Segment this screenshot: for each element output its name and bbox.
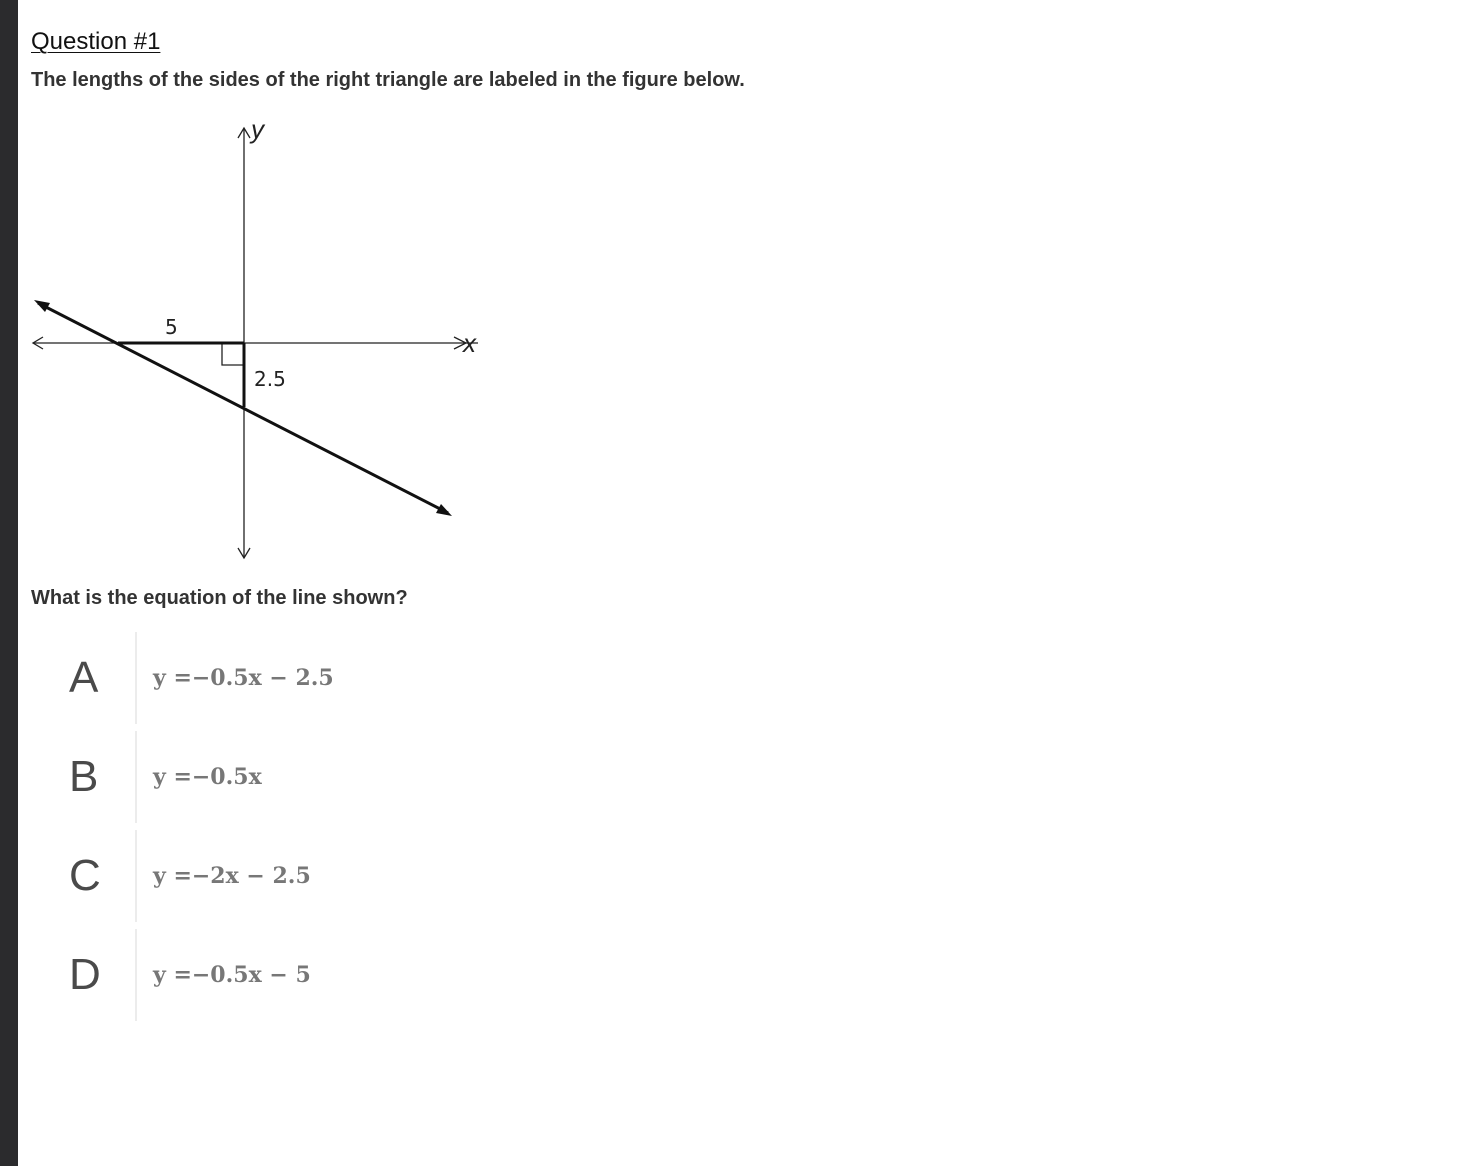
- choice-divider: [135, 830, 137, 922]
- choice-b[interactable]: [31, 731, 531, 823]
- choice-letter: D: [69, 950, 101, 999]
- question-ask: What is the equation of the line shown?: [31, 587, 408, 609]
- choice-d[interactable]: [31, 929, 531, 1021]
- triangle-figure: [0, 110, 520, 570]
- slanted-line-lower-arrow: [436, 504, 452, 516]
- choice-equation: y =−0.5x − 5: [153, 962, 311, 988]
- choice-divider: [135, 929, 137, 1021]
- choice-divider: [135, 632, 137, 724]
- question-title: Question #1: [31, 28, 161, 55]
- choice-a[interactable]: [31, 632, 531, 724]
- choice-c[interactable]: [31, 830, 531, 922]
- choice-equation: y =−2x − 2.5: [153, 863, 311, 889]
- horizontal-leg-label: 5: [165, 315, 178, 339]
- choice-letter: B: [69, 752, 99, 801]
- y-axis-label: y: [251, 114, 264, 144]
- vertical-leg-label: 2.5: [254, 367, 286, 391]
- choice-equation: y =−0.5x: [153, 764, 262, 790]
- choice-letter: C: [69, 851, 101, 900]
- question-prompt: The lengths of the sides of the right triangle are labeled in the figure below.: [31, 69, 745, 91]
- slanted-line: [38, 303, 448, 513]
- slanted-line-upper-arrow: [34, 300, 50, 312]
- choice-letter: A: [69, 653, 99, 702]
- choice-equation: y =−0.5x − 2.5: [153, 665, 334, 691]
- right-angle-marker: [222, 343, 244, 365]
- choice-divider: [135, 731, 137, 823]
- x-axis-label: x: [463, 328, 476, 358]
